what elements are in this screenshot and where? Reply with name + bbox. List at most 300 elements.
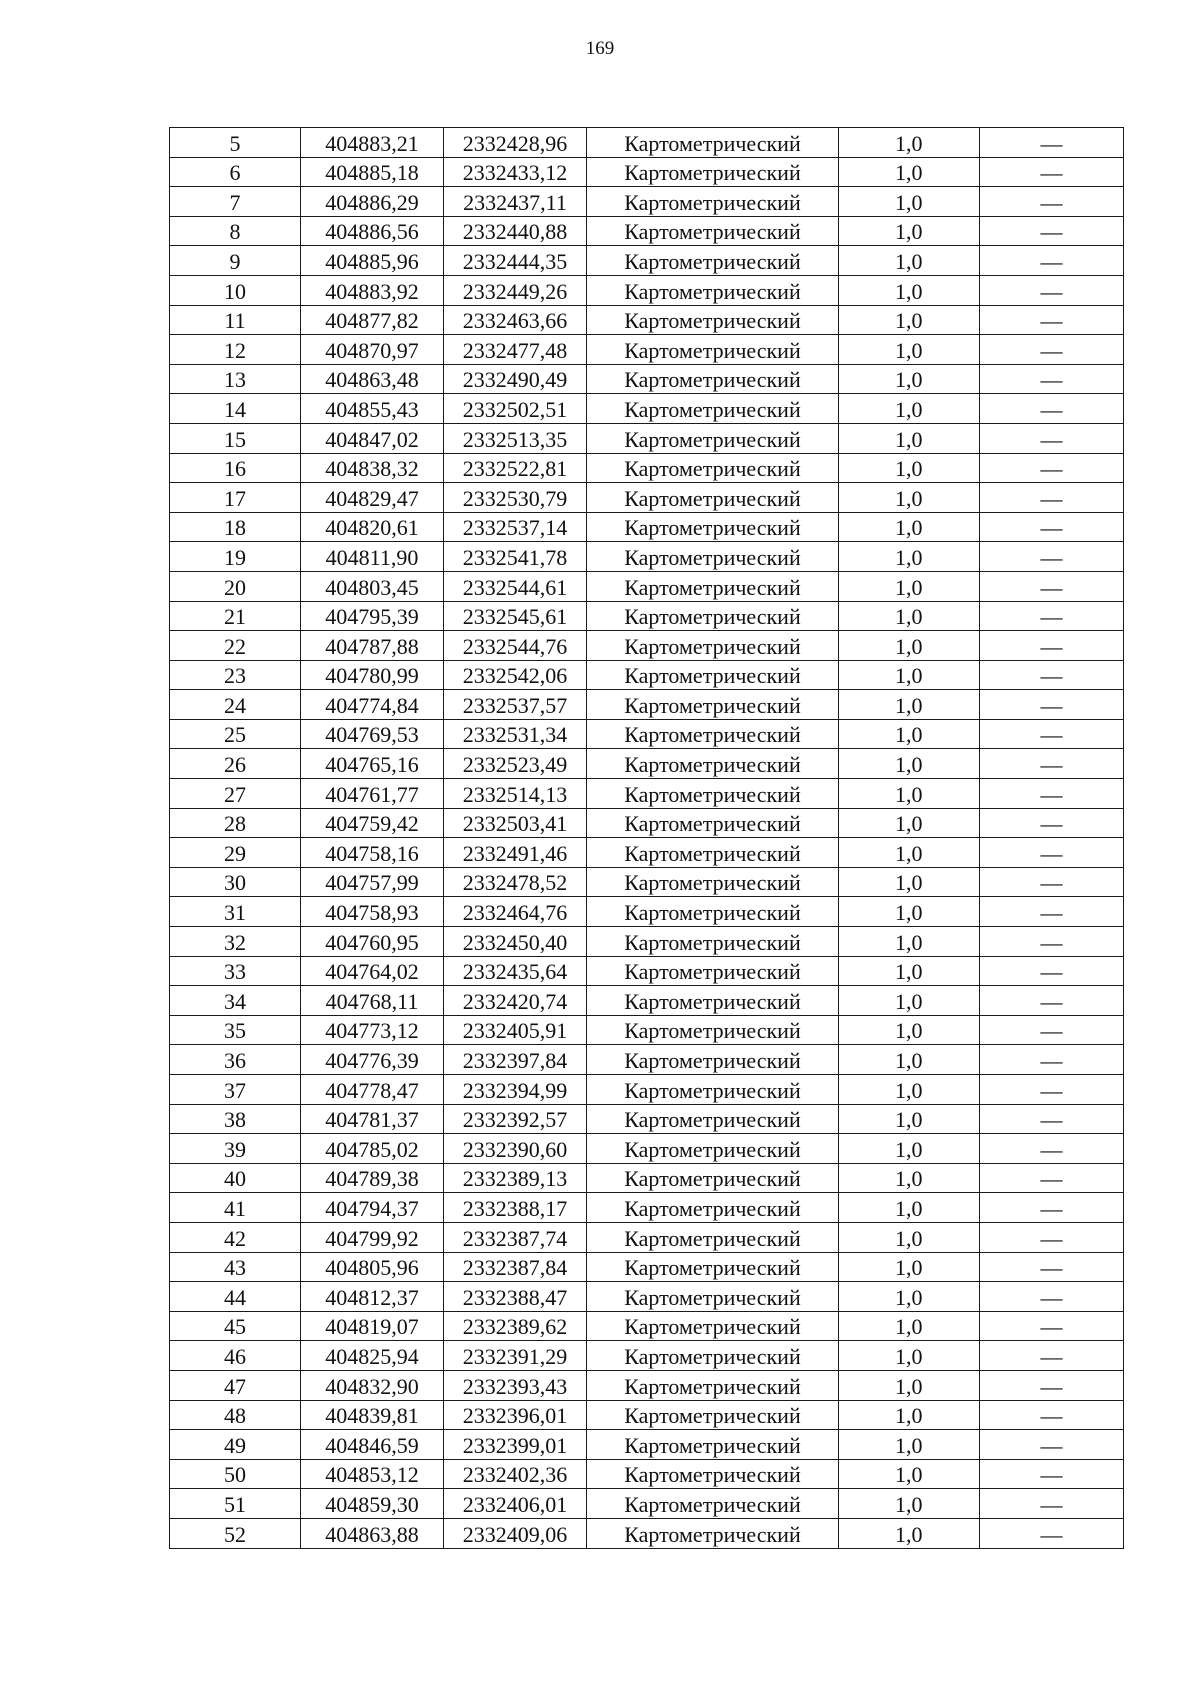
note-cell: —	[980, 1045, 1124, 1075]
method-cell: Картометрический	[587, 660, 839, 690]
note-cell: —	[980, 423, 1124, 453]
point-number-cell: 31	[170, 897, 301, 927]
point-number-cell: 21	[170, 601, 301, 631]
note-cell: —	[980, 1430, 1124, 1460]
note-cell: —	[980, 305, 1124, 335]
x-coordinate-cell: 404870,97	[301, 335, 444, 365]
x-coordinate-cell: 404819,07	[301, 1311, 444, 1341]
method-cell: Картометрический	[587, 1193, 839, 1223]
point-number-cell: 6	[170, 157, 301, 187]
x-coordinate-cell: 404787,88	[301, 631, 444, 661]
accuracy-cell: 1,0	[839, 838, 980, 868]
method-cell: Картометрический	[587, 897, 839, 927]
y-coordinate-cell: 2332544,76	[444, 631, 587, 661]
y-coordinate-cell: 2332490,49	[444, 364, 587, 394]
method-cell: Картометрический	[587, 1430, 839, 1460]
accuracy-cell: 1,0	[839, 364, 980, 394]
method-cell: Картометрический	[587, 128, 839, 158]
table-row	[170, 631, 1124, 661]
accuracy-cell: 1,0	[839, 1459, 980, 1489]
table-row	[170, 246, 1124, 276]
method-cell: Картометрический	[587, 1104, 839, 1134]
x-coordinate-cell: 404789,38	[301, 1163, 444, 1193]
accuracy-cell: 1,0	[839, 601, 980, 631]
table-row	[170, 601, 1124, 631]
note-cell: —	[980, 1518, 1124, 1548]
note-cell: —	[980, 1134, 1124, 1164]
point-number-cell: 28	[170, 808, 301, 838]
point-number-cell: 25	[170, 719, 301, 749]
accuracy-cell: 1,0	[839, 808, 980, 838]
x-coordinate-cell: 404863,48	[301, 364, 444, 394]
x-coordinate-cell: 404765,16	[301, 749, 444, 779]
note-cell: —	[980, 690, 1124, 720]
point-number-cell: 18	[170, 512, 301, 542]
y-coordinate-cell: 2332388,47	[444, 1282, 587, 1312]
x-coordinate-cell: 404794,37	[301, 1193, 444, 1223]
accuracy-cell: 1,0	[839, 305, 980, 335]
point-number-cell: 10	[170, 275, 301, 305]
method-cell: Картометрический	[587, 927, 839, 957]
table-row	[170, 838, 1124, 868]
table-row	[170, 779, 1124, 809]
table-row	[170, 1459, 1124, 1489]
method-cell: Картометрический	[587, 1311, 839, 1341]
table-row	[170, 1075, 1124, 1105]
point-number-cell: 26	[170, 749, 301, 779]
accuracy-cell: 1,0	[839, 512, 980, 542]
y-coordinate-cell: 2332437,11	[444, 187, 587, 217]
note-cell: —	[980, 157, 1124, 187]
x-coordinate-cell: 404820,61	[301, 512, 444, 542]
x-coordinate-cell: 404885,96	[301, 246, 444, 276]
x-coordinate-cell: 404799,92	[301, 1222, 444, 1252]
point-number-cell: 33	[170, 956, 301, 986]
x-coordinate-cell: 404769,53	[301, 719, 444, 749]
note-cell: —	[980, 719, 1124, 749]
x-coordinate-cell: 404855,43	[301, 394, 444, 424]
x-coordinate-cell: 404886,29	[301, 187, 444, 217]
point-number-cell: 13	[170, 364, 301, 394]
accuracy-cell: 1,0	[839, 157, 980, 187]
x-coordinate-cell: 404776,39	[301, 1045, 444, 1075]
method-cell: Картометрический	[587, 1252, 839, 1282]
x-coordinate-cell: 404805,96	[301, 1252, 444, 1282]
method-cell: Картометрический	[587, 1134, 839, 1164]
note-cell: —	[980, 660, 1124, 690]
point-number-cell: 24	[170, 690, 301, 720]
note-cell: —	[980, 512, 1124, 542]
note-cell: —	[980, 453, 1124, 483]
x-coordinate-cell: 404832,90	[301, 1370, 444, 1400]
table-row	[170, 1400, 1124, 1430]
note-cell: —	[980, 275, 1124, 305]
accuracy-cell: 1,0	[839, 1489, 980, 1519]
point-number-cell: 44	[170, 1282, 301, 1312]
method-cell: Картометрический	[587, 157, 839, 187]
method-cell: Картометрический	[587, 187, 839, 217]
accuracy-cell: 1,0	[839, 1163, 980, 1193]
point-number-cell: 23	[170, 660, 301, 690]
y-coordinate-cell: 2332428,96	[444, 128, 587, 158]
method-cell: Картометрический	[587, 483, 839, 513]
table-row	[170, 927, 1124, 957]
table-row	[170, 1163, 1124, 1193]
accuracy-cell: 1,0	[839, 1252, 980, 1282]
y-coordinate-cell: 2332399,01	[444, 1430, 587, 1460]
method-cell: Картометрический	[587, 453, 839, 483]
x-coordinate-cell: 404764,02	[301, 956, 444, 986]
point-number-cell: 42	[170, 1222, 301, 1252]
method-cell: Картометрический	[587, 986, 839, 1016]
method-cell: Картометрический	[587, 1459, 839, 1489]
note-cell: —	[980, 542, 1124, 572]
y-coordinate-cell: 2332537,14	[444, 512, 587, 542]
x-coordinate-cell: 404883,92	[301, 275, 444, 305]
y-coordinate-cell: 2332463,66	[444, 305, 587, 335]
point-number-cell: 5	[170, 128, 301, 158]
accuracy-cell: 1,0	[839, 986, 980, 1016]
table-row	[170, 1282, 1124, 1312]
note-cell: —	[980, 867, 1124, 897]
point-number-cell: 19	[170, 542, 301, 572]
accuracy-cell: 1,0	[839, 453, 980, 483]
accuracy-cell: 1,0	[839, 1430, 980, 1460]
page-number: 169	[585, 38, 615, 59]
accuracy-cell: 1,0	[839, 394, 980, 424]
table-row	[170, 187, 1124, 217]
point-number-cell: 27	[170, 779, 301, 809]
point-number-cell: 12	[170, 335, 301, 365]
accuracy-cell: 1,0	[839, 1075, 980, 1105]
point-number-cell: 49	[170, 1430, 301, 1460]
accuracy-cell: 1,0	[839, 719, 980, 749]
note-cell: —	[980, 1489, 1124, 1519]
point-number-cell: 7	[170, 187, 301, 217]
note-cell: —	[980, 246, 1124, 276]
table-row	[170, 512, 1124, 542]
method-cell: Картометрический	[587, 394, 839, 424]
method-cell: Картометрический	[587, 1489, 839, 1519]
accuracy-cell: 1,0	[839, 1045, 980, 1075]
table-row	[170, 1430, 1124, 1460]
note-cell: —	[980, 1193, 1124, 1223]
x-coordinate-cell: 404780,99	[301, 660, 444, 690]
note-cell: —	[980, 1370, 1124, 1400]
x-coordinate-cell: 404758,16	[301, 838, 444, 868]
note-cell: —	[980, 394, 1124, 424]
method-cell: Картометрический	[587, 1163, 839, 1193]
method-cell: Картометрический	[587, 867, 839, 897]
note-cell: —	[980, 749, 1124, 779]
point-number-cell: 48	[170, 1400, 301, 1430]
table-row	[170, 1311, 1124, 1341]
table-row	[170, 690, 1124, 720]
point-number-cell: 9	[170, 246, 301, 276]
point-number-cell: 16	[170, 453, 301, 483]
y-coordinate-cell: 2332405,91	[444, 1015, 587, 1045]
table-row	[170, 453, 1124, 483]
x-coordinate-cell: 404839,81	[301, 1400, 444, 1430]
note-cell: —	[980, 216, 1124, 246]
method-cell: Картометрический	[587, 601, 839, 631]
table-row	[170, 1222, 1124, 1252]
accuracy-cell: 1,0	[839, 690, 980, 720]
note-cell: —	[980, 1282, 1124, 1312]
point-number-cell: 36	[170, 1045, 301, 1075]
accuracy-cell: 1,0	[839, 187, 980, 217]
y-coordinate-cell: 2332394,99	[444, 1075, 587, 1105]
method-cell: Картометрический	[587, 1045, 839, 1075]
table-row	[170, 305, 1124, 335]
table-row	[170, 719, 1124, 749]
y-coordinate-cell: 2332390,60	[444, 1134, 587, 1164]
x-coordinate-cell: 404838,32	[301, 453, 444, 483]
note-cell: —	[980, 986, 1124, 1016]
method-cell: Картометрический	[587, 1400, 839, 1430]
point-number-cell: 51	[170, 1489, 301, 1519]
y-coordinate-cell: 2332435,64	[444, 956, 587, 986]
point-number-cell: 32	[170, 927, 301, 957]
accuracy-cell: 1,0	[839, 216, 980, 246]
note-cell: —	[980, 1341, 1124, 1371]
y-coordinate-cell: 2332542,06	[444, 660, 587, 690]
y-coordinate-cell: 2332464,76	[444, 897, 587, 927]
method-cell: Картометрический	[587, 275, 839, 305]
method-cell: Картометрический	[587, 719, 839, 749]
table-row	[170, 157, 1124, 187]
point-number-cell: 11	[170, 305, 301, 335]
y-coordinate-cell: 2332450,40	[444, 927, 587, 957]
x-coordinate-cell: 404846,59	[301, 1430, 444, 1460]
note-cell: —	[980, 631, 1124, 661]
y-coordinate-cell: 2332530,79	[444, 483, 587, 513]
point-number-cell: 39	[170, 1134, 301, 1164]
accuracy-cell: 1,0	[839, 631, 980, 661]
table-row	[170, 275, 1124, 305]
table-row	[170, 1370, 1124, 1400]
table-row	[170, 1104, 1124, 1134]
table-row	[170, 1341, 1124, 1371]
note-cell: —	[980, 364, 1124, 394]
point-number-cell: 43	[170, 1252, 301, 1282]
y-coordinate-cell: 2332389,62	[444, 1311, 587, 1341]
table-row	[170, 956, 1124, 986]
table-row	[170, 867, 1124, 897]
method-cell: Картометрический	[587, 1222, 839, 1252]
point-number-cell: 38	[170, 1104, 301, 1134]
table-row	[170, 394, 1124, 424]
accuracy-cell: 1,0	[839, 1311, 980, 1341]
note-cell: —	[980, 483, 1124, 513]
table-row	[170, 423, 1124, 453]
x-coordinate-cell: 404847,02	[301, 423, 444, 453]
accuracy-cell: 1,0	[839, 483, 980, 513]
y-coordinate-cell: 2332513,35	[444, 423, 587, 453]
method-cell: Картометрический	[587, 631, 839, 661]
y-coordinate-cell: 2332396,01	[444, 1400, 587, 1430]
y-coordinate-cell: 2332433,12	[444, 157, 587, 187]
method-cell: Картометрический	[587, 690, 839, 720]
table-row	[170, 1134, 1124, 1164]
accuracy-cell: 1,0	[839, 1341, 980, 1371]
note-cell: —	[980, 128, 1124, 158]
accuracy-cell: 1,0	[839, 927, 980, 957]
point-number-cell: 47	[170, 1370, 301, 1400]
table-row	[170, 364, 1124, 394]
table-row	[170, 897, 1124, 927]
note-cell: —	[980, 1252, 1124, 1282]
table-row	[170, 128, 1124, 158]
note-cell: —	[980, 601, 1124, 631]
x-coordinate-cell: 404803,45	[301, 571, 444, 601]
y-coordinate-cell: 2332537,57	[444, 690, 587, 720]
note-cell: —	[980, 779, 1124, 809]
note-cell: —	[980, 1400, 1124, 1430]
method-cell: Картометрический	[587, 1341, 839, 1371]
accuracy-cell: 1,0	[839, 1193, 980, 1223]
point-number-cell: 34	[170, 986, 301, 1016]
accuracy-cell: 1,0	[839, 1104, 980, 1134]
method-cell: Картометрический	[587, 838, 839, 868]
y-coordinate-cell: 2332391,29	[444, 1341, 587, 1371]
accuracy-cell: 1,0	[839, 956, 980, 986]
table-row	[170, 808, 1124, 838]
y-coordinate-cell: 2332388,17	[444, 1193, 587, 1223]
x-coordinate-cell: 404760,95	[301, 927, 444, 957]
accuracy-cell: 1,0	[839, 1222, 980, 1252]
method-cell: Картометрический	[587, 246, 839, 276]
note-cell: —	[980, 335, 1124, 365]
table-row	[170, 1252, 1124, 1282]
x-coordinate-cell: 404773,12	[301, 1015, 444, 1045]
y-coordinate-cell: 2332387,84	[444, 1252, 587, 1282]
table-row	[170, 1045, 1124, 1075]
accuracy-cell: 1,0	[839, 128, 980, 158]
y-coordinate-cell: 2332392,57	[444, 1104, 587, 1134]
y-coordinate-cell: 2332523,49	[444, 749, 587, 779]
y-coordinate-cell: 2332409,06	[444, 1518, 587, 1548]
method-cell: Картометрический	[587, 749, 839, 779]
y-coordinate-cell: 2332393,43	[444, 1370, 587, 1400]
y-coordinate-cell: 2332531,34	[444, 719, 587, 749]
method-cell: Картометрический	[587, 364, 839, 394]
accuracy-cell: 1,0	[839, 1370, 980, 1400]
x-coordinate-cell: 404761,77	[301, 779, 444, 809]
note-cell: —	[980, 1163, 1124, 1193]
x-coordinate-cell: 404883,21	[301, 128, 444, 158]
accuracy-cell: 1,0	[839, 542, 980, 572]
x-coordinate-cell: 404811,90	[301, 542, 444, 572]
method-cell: Картометрический	[587, 1282, 839, 1312]
point-number-cell: 46	[170, 1341, 301, 1371]
point-number-cell: 14	[170, 394, 301, 424]
table-row	[170, 1489, 1124, 1519]
y-coordinate-cell: 2332477,48	[444, 335, 587, 365]
x-coordinate-cell: 404774,84	[301, 690, 444, 720]
table-row	[170, 542, 1124, 572]
accuracy-cell: 1,0	[839, 275, 980, 305]
y-coordinate-cell: 2332449,26	[444, 275, 587, 305]
method-cell: Картометрический	[587, 956, 839, 986]
point-number-cell: 41	[170, 1193, 301, 1223]
table-row	[170, 335, 1124, 365]
x-coordinate-cell: 404758,93	[301, 897, 444, 927]
accuracy-cell: 1,0	[839, 246, 980, 276]
note-cell: —	[980, 571, 1124, 601]
accuracy-cell: 1,0	[839, 749, 980, 779]
y-coordinate-cell: 2332402,36	[444, 1459, 587, 1489]
table-row	[170, 1193, 1124, 1223]
point-number-cell: 15	[170, 423, 301, 453]
x-coordinate-cell: 404759,42	[301, 808, 444, 838]
x-coordinate-cell: 404757,99	[301, 867, 444, 897]
coordinates-table-body	[170, 128, 1124, 1549]
accuracy-cell: 1,0	[839, 660, 980, 690]
method-cell: Картометрический	[587, 542, 839, 572]
note-cell: —	[980, 956, 1124, 986]
x-coordinate-cell: 404853,12	[301, 1459, 444, 1489]
accuracy-cell: 1,0	[839, 1518, 980, 1548]
x-coordinate-cell: 404877,82	[301, 305, 444, 335]
accuracy-cell: 1,0	[839, 335, 980, 365]
x-coordinate-cell: 404886,56	[301, 216, 444, 246]
y-coordinate-cell: 2332406,01	[444, 1489, 587, 1519]
y-coordinate-cell: 2332522,81	[444, 453, 587, 483]
method-cell: Картометрический	[587, 1015, 839, 1045]
point-number-cell: 29	[170, 838, 301, 868]
point-number-cell: 20	[170, 571, 301, 601]
accuracy-cell: 1,0	[839, 1400, 980, 1430]
note-cell: —	[980, 1075, 1124, 1105]
y-coordinate-cell: 2332503,41	[444, 808, 587, 838]
point-number-cell: 50	[170, 1459, 301, 1489]
x-coordinate-cell: 404863,88	[301, 1518, 444, 1548]
table-row	[170, 749, 1124, 779]
y-coordinate-cell: 2332420,74	[444, 986, 587, 1016]
y-coordinate-cell: 2332478,52	[444, 867, 587, 897]
point-number-cell: 40	[170, 1163, 301, 1193]
table-row	[170, 483, 1124, 513]
x-coordinate-cell: 404785,02	[301, 1134, 444, 1164]
note-cell: —	[980, 1222, 1124, 1252]
point-number-cell: 52	[170, 1518, 301, 1548]
table-row	[170, 1015, 1124, 1045]
method-cell: Картометрический	[587, 808, 839, 838]
note-cell: —	[980, 838, 1124, 868]
y-coordinate-cell: 2332444,35	[444, 246, 587, 276]
accuracy-cell: 1,0	[839, 1134, 980, 1164]
point-number-cell: 35	[170, 1015, 301, 1045]
note-cell: —	[980, 927, 1124, 957]
accuracy-cell: 1,0	[839, 897, 980, 927]
note-cell: —	[980, 808, 1124, 838]
point-number-cell: 37	[170, 1075, 301, 1105]
method-cell: Картометрический	[587, 571, 839, 601]
table-row	[170, 216, 1124, 246]
point-number-cell: 8	[170, 216, 301, 246]
y-coordinate-cell: 2332541,78	[444, 542, 587, 572]
method-cell: Картометрический	[587, 423, 839, 453]
x-coordinate-cell: 404859,30	[301, 1489, 444, 1519]
note-cell: —	[980, 1015, 1124, 1045]
y-coordinate-cell: 2332440,88	[444, 216, 587, 246]
point-number-cell: 30	[170, 867, 301, 897]
coordinates-table	[169, 127, 1124, 1549]
point-number-cell: 22	[170, 631, 301, 661]
note-cell: —	[980, 1311, 1124, 1341]
y-coordinate-cell: 2332397,84	[444, 1045, 587, 1075]
